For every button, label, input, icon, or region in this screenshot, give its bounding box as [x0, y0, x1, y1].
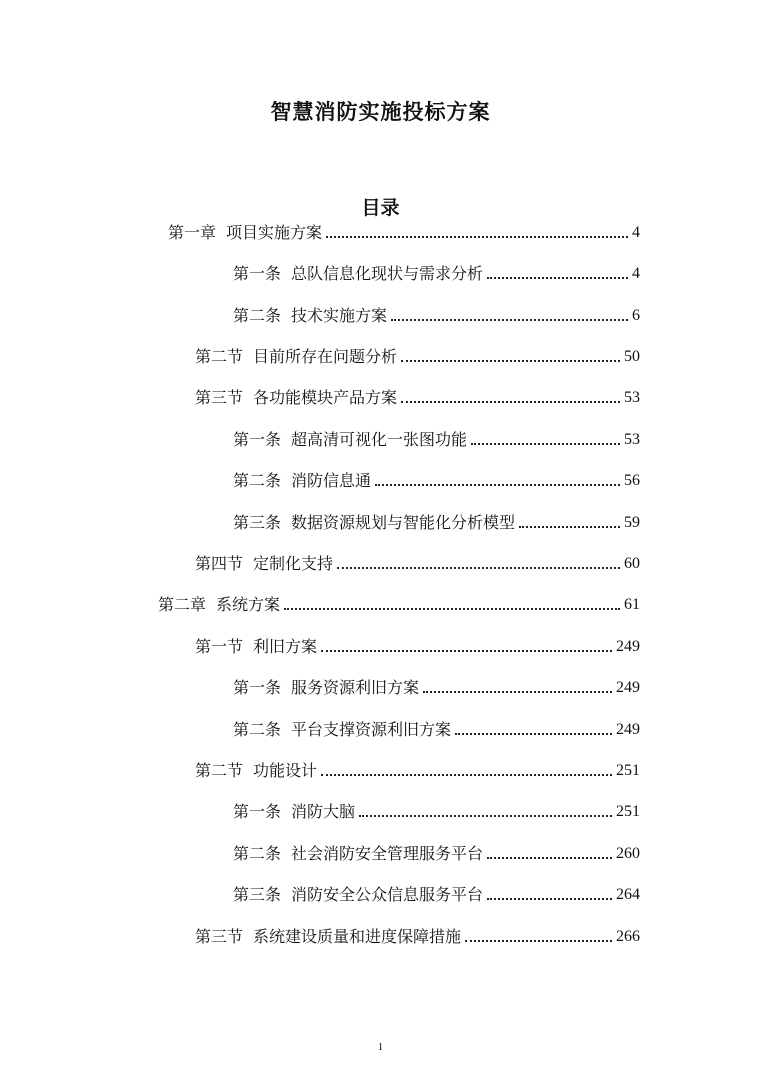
toc-entry[interactable] [195, 635, 640, 657]
toc-leader-dots [326, 236, 628, 238]
toc-entry-title: 服务资源利旧方案 [291, 678, 420, 697]
toc-leader-dots [321, 650, 612, 652]
toc-entry-page: 251 [616, 803, 640, 820]
toc-entry-page: 60 [624, 555, 640, 572]
toc-entry-page: 249 [616, 679, 640, 696]
toc-entry-title: 消防大脑 [291, 802, 356, 821]
toc-entry[interactable] [233, 428, 640, 450]
toc-entry[interactable] [233, 800, 640, 822]
toc-entry-page: 249 [616, 721, 640, 738]
page-number: 1 [377, 1041, 384, 1053]
toc-leader-dots [455, 733, 612, 735]
toc-leader-dots [423, 691, 612, 693]
toc-entry-prefix: 第一条 [233, 802, 282, 821]
toc-entry-title: 系统建设质量和进度保障措施 [253, 927, 462, 946]
toc-entry[interactable] [195, 759, 640, 781]
toc-entry-prefix: 第一节 [195, 637, 244, 656]
toc-leader-dots [471, 443, 620, 445]
toc-entry-title: 项目实施方案 [226, 223, 323, 242]
document-title: 智慧消防实施投标方案 [270, 100, 491, 124]
toc-leader-dots [401, 401, 620, 403]
toc-entry[interactable] [168, 221, 640, 243]
toc-entry-prefix: 第二条 [233, 471, 282, 490]
toc-entry-page: 4 [632, 265, 640, 282]
toc-leader-dots [337, 567, 620, 569]
toc-entry[interactable] [233, 511, 640, 533]
toc-entry-prefix: 第三节 [195, 388, 244, 407]
toc-leader-dots [391, 319, 628, 321]
toc-leader-dots [321, 774, 612, 776]
toc-entry-prefix: 第一条 [233, 430, 282, 449]
toc-entry-page: 4 [632, 224, 640, 241]
toc-entry-title: 系统方案 [216, 595, 281, 614]
toc-entry-title: 目前所存在问题分析 [253, 347, 398, 366]
toc-entry-prefix: 第一条 [233, 264, 282, 283]
toc-entry[interactable] [233, 304, 640, 326]
toc-leader-dots [359, 815, 612, 817]
toc-leader-dots [401, 360, 620, 362]
toc-entry-page: 249 [616, 638, 640, 655]
toc-entry-prefix: 第二章 [158, 595, 207, 614]
toc-entry-prefix: 第二条 [233, 306, 282, 325]
toc-entry-title: 消防信息通 [291, 471, 372, 490]
toc-entry-page: 251 [616, 762, 640, 779]
toc-entry-prefix: 第三节 [195, 927, 244, 946]
toc-entry-prefix: 第二条 [233, 844, 282, 863]
toc-entry[interactable] [233, 718, 640, 740]
toc-entry-page: 6 [632, 307, 640, 324]
toc-entry-title: 利旧方案 [253, 637, 318, 656]
toc-entry-prefix: 第一条 [233, 678, 282, 697]
toc-leader-dots [487, 857, 612, 859]
toc-entry-title: 消防安全公众信息服务平台 [291, 885, 484, 904]
toc-entry-page: 260 [616, 845, 640, 862]
toc-entry-title: 功能设计 [253, 761, 318, 780]
toc-entry[interactable] [233, 883, 640, 905]
toc-leader-dots [487, 277, 628, 279]
toc-entry-prefix: 第二条 [233, 720, 282, 739]
toc-leader-dots [487, 898, 612, 900]
toc-leader-dots [284, 608, 620, 610]
toc-entry-title: 各功能模块产品方案 [253, 388, 398, 407]
toc-entry-title: 数据资源规划与智能化分析模型 [291, 513, 516, 532]
toc-entry-prefix: 第三条 [233, 885, 282, 904]
toc-entry-page: 61 [624, 596, 640, 613]
toc-entry-page: 59 [624, 514, 640, 531]
toc-entry[interactable] [195, 345, 640, 367]
toc-entry[interactable] [195, 925, 640, 947]
toc-entry-title: 平台支撑资源利旧方案 [291, 720, 452, 739]
toc-heading: 目录 [361, 197, 400, 219]
toc-entry-title: 技术实施方案 [291, 306, 388, 325]
toc-entry[interactable] [195, 552, 640, 574]
toc-entry-page: 50 [624, 348, 640, 365]
toc-entry-page: 53 [624, 431, 640, 448]
toc-entry-title: 定制化支持 [253, 554, 334, 573]
toc-entry[interactable] [233, 469, 640, 491]
toc-entry-prefix: 第三条 [233, 513, 282, 532]
toc-entry-page: 56 [624, 472, 640, 489]
toc-entry[interactable] [195, 386, 640, 408]
toc-entry-page: 53 [624, 389, 640, 406]
toc-entry-title: 总队信息化现状与需求分析 [291, 264, 484, 283]
toc-entry-page: 266 [616, 928, 640, 945]
toc-entry-prefix: 第二节 [195, 761, 244, 780]
toc-entry-prefix: 第二节 [195, 347, 244, 366]
toc-entry[interactable] [158, 593, 640, 615]
toc-leader-dots [375, 484, 620, 486]
toc-entry[interactable] [233, 676, 640, 698]
toc-leader-dots [519, 526, 620, 528]
toc-entry[interactable] [233, 262, 640, 284]
toc-entry-title: 超高清可视化一张图功能 [291, 430, 468, 449]
toc-entry[interactable] [233, 842, 640, 864]
toc-entry-prefix: 第四节 [195, 554, 244, 573]
toc-entry-prefix: 第一章 [168, 223, 217, 242]
toc-leader-dots [465, 940, 612, 942]
toc-entry-title: 社会消防安全管理服务平台 [291, 844, 484, 863]
toc-entry-page: 264 [616, 886, 640, 903]
